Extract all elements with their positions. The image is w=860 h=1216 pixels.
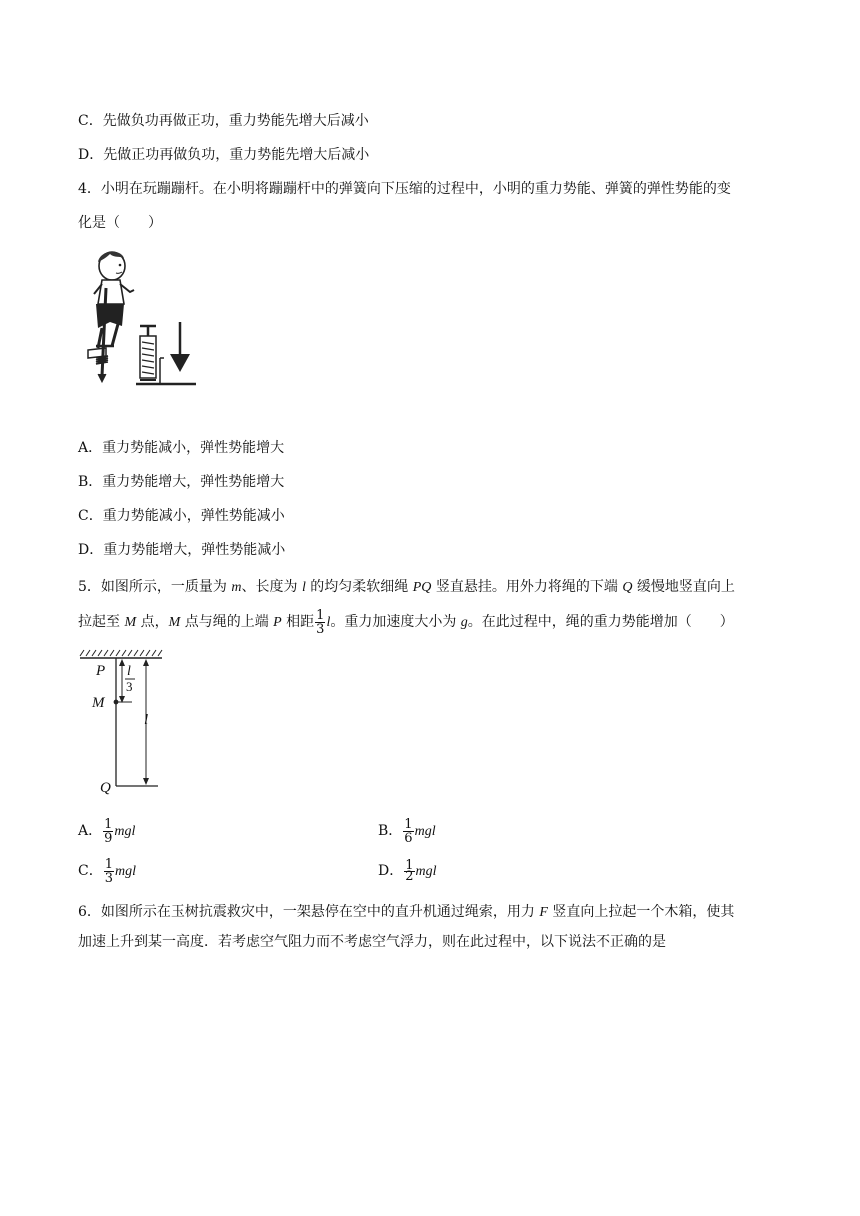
q3-option-c: C．先做负功再做正功，重力势能先增大后减小 [78, 113, 369, 129]
q4-option-c: C．重力势能减小，弹性势能减小 [78, 508, 285, 524]
label-three: 3 [126, 679, 133, 694]
fraction-one-third: $\frac{1}{3}$ [316, 607, 325, 637]
q5-stem-line2: 拉起至 M 点，M 点与绳的上端 P 相距 $\frac{1}{3}$ l。重力加速度大小为 g。在此过程中，绳的重力势能增加（ ） [78, 607, 734, 637]
q5-stem-line1: 5．如图所示，一质量为 m、长度为 l 的均匀柔软细绳 PQ 竖直悬挂。用外力将绳的下端 Q 缓慢地竖直向上 [78, 579, 735, 595]
q4-option-b: B．重力势能增大，弹性势能增大 [78, 474, 285, 490]
q6-stem-line2: 加速上升到某一高度．若考虑空气阻力而不考虑空气浮力，则在此过程中，以下说法不正确的是 [78, 934, 666, 950]
q5-option-b: B． $\frac{1}{6}$ mgl [378, 816, 436, 846]
q6-stem-line1: 6．如图所示在玉树抗震救灾中，一架悬停在空中的直升机通过绳索，用力 F 竖直向上拉起一个木箱，使其 [78, 904, 735, 920]
label-m: M [92, 695, 105, 711]
q4-option-a: A．重力势能减小，弹性势能增大 [78, 440, 285, 456]
label-q: Q [100, 780, 111, 796]
q5-option-c: C． $\frac{1}{3}$ mgl [78, 856, 136, 886]
q3-option-d: D．先做正功再做负功，重力势能先增大后减小 [78, 147, 370, 163]
q4-stem-line1: 4．小明在玩蹦蹦杆。在小明将蹦蹦杆中的弹簧向下压缩的过程中，小明的重力势能、弹簧的弹性势能的变 [78, 181, 731, 197]
label-p: P [96, 663, 106, 679]
q5-option-a: A． $\frac{1}{9}$ mgl [78, 816, 136, 846]
q4-stem-line2: 化是（ ） [78, 215, 162, 231]
q5-option-d: D． $\frac{1}{2}$ mgl [378, 857, 437, 884]
label-l-small: l [127, 664, 131, 679]
label-l-full: l [144, 712, 149, 728]
pogo-stick-figure [76, 248, 200, 394]
hanging-rope-figure [74, 648, 174, 798]
q4-option-d: D．重力势能增大，弹性势能减小 [78, 542, 286, 558]
